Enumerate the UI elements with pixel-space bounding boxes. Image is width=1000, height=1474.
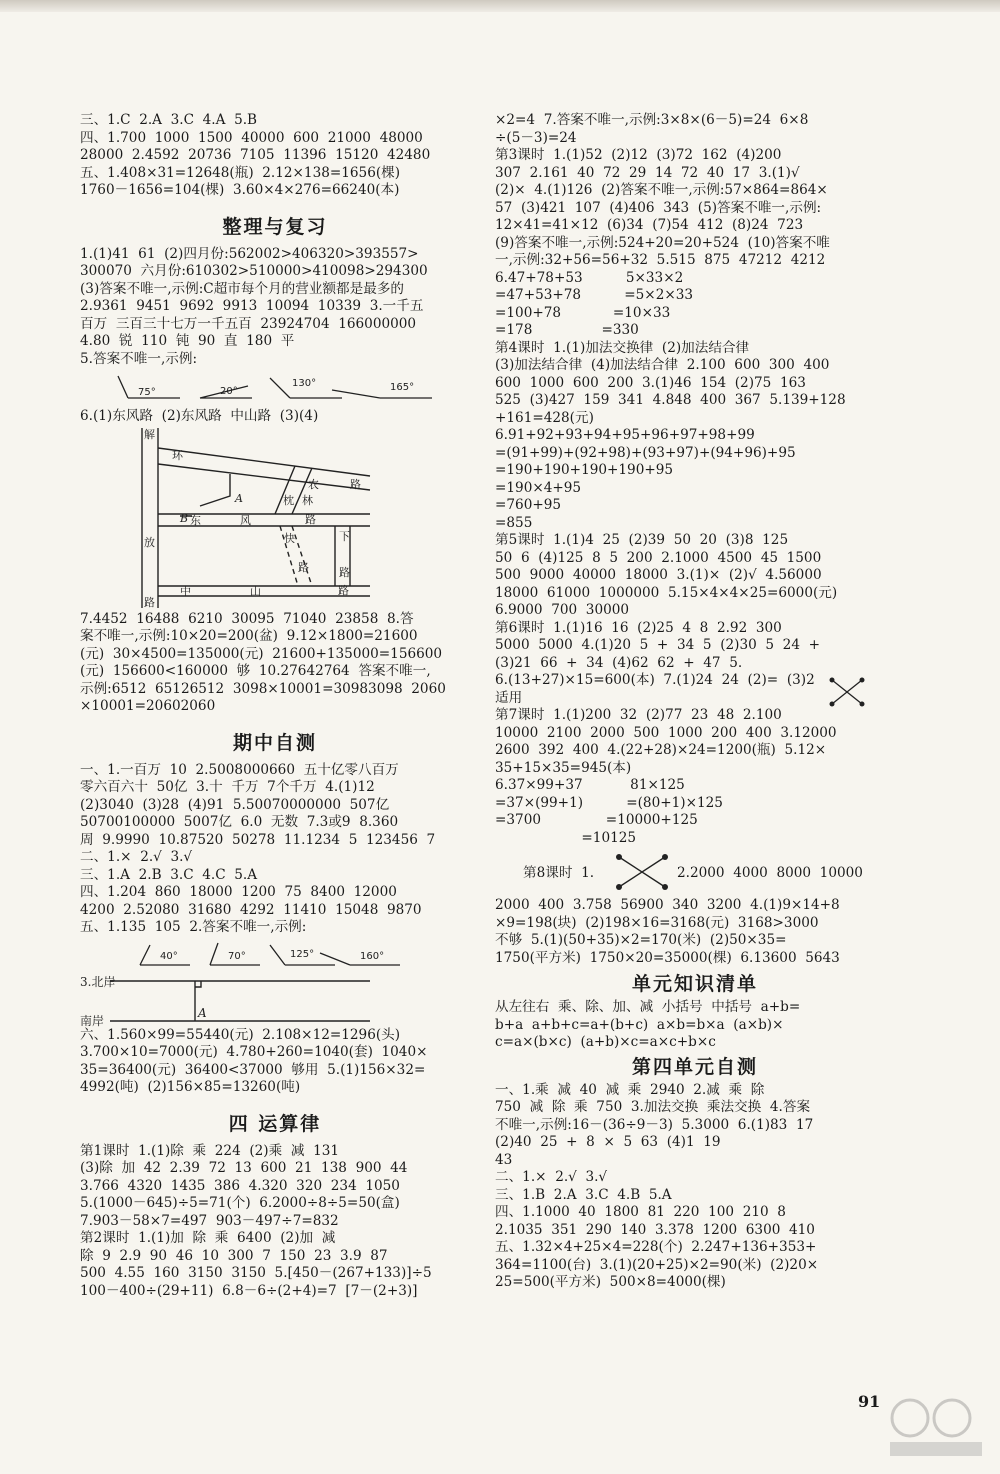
text-line: 2.9361 9451 9692 9913 10094 10339 3.一千五 bbox=[80, 298, 424, 314]
text-line: 57 (3)421 107 (4)406 343 (5)答案不唯一,示例: bbox=[495, 199, 822, 216]
map-label: 林 bbox=[302, 493, 313, 507]
text-line: 不唯一,示例:16－(36÷9－3) 5.3000 6.(1)83 17 bbox=[495, 1116, 814, 1133]
lesson8-answers: 2.2000 4000 8000 10000 bbox=[677, 865, 863, 881]
text-line: 一、1.乘 减 40 减 乘 2940 2.减 乘 除 bbox=[495, 1081, 765, 1098]
south-bank-label: 南岸 bbox=[80, 1013, 105, 1027]
text-line: 500 9000 40000 18000 3.(1)× (2)√ 4.56000 bbox=[495, 567, 822, 583]
text-line: 6.9000 700 30000 bbox=[495, 602, 630, 618]
text-line: 5000 5000 4.(1)20 5 + 34 5 (2)30 5 24 + bbox=[495, 637, 821, 653]
text-line: =855 bbox=[495, 514, 533, 531]
angle-label: 20° bbox=[220, 386, 238, 397]
map-label: 解 bbox=[144, 427, 155, 441]
text-line: (3)除 加 42 2.39 72 13 600 21 138 900 44 bbox=[80, 1160, 408, 1176]
text-line: 四、1.700 1000 1500 40000 600 21000 48000 bbox=[80, 129, 423, 146]
lesson8-label: 第8课时 1. bbox=[523, 865, 595, 881]
angle-label: 75° bbox=[138, 387, 156, 398]
answers-block-6 bbox=[80, 1143, 470, 1301]
text-line: 35=36400(元) 36400<37000 够用 5.(1)156×32= bbox=[80, 1061, 426, 1078]
text-line: 7.903－58×7=497 903－497÷7=832 bbox=[80, 1212, 339, 1229]
scan-top-edge bbox=[0, 0, 1000, 12]
text-line: 三、1.A 2.B 3.C 4.C 5.A bbox=[80, 866, 258, 883]
text-line: 五、1.135 105 2.答案不唯一,示例: bbox=[80, 919, 307, 935]
map-label: 放 bbox=[144, 535, 155, 549]
text-line: =47+53+78 =5×2×33 bbox=[495, 287, 694, 303]
text-line: 第4课时 1.(1)加法交换律 (2)加法结合律 bbox=[495, 339, 750, 356]
text-line: 7.4452 16488 6210 30095 71040 23858 8.答 bbox=[80, 610, 414, 627]
section-title-midterm: 期中自测 bbox=[232, 731, 317, 754]
text-line: 3.766 4320 1435 386 4.320 320 234 1050 bbox=[80, 1177, 400, 1194]
text-line: =190×4+95 bbox=[495, 479, 582, 496]
text-line: 300070 六月份:610302>510000>410098>294300 bbox=[80, 263, 428, 279]
text-line: 不够 5.(1)(50+35)×2=170(米) (2)50×35= bbox=[495, 932, 787, 948]
text-line: 18000 61000 1000000 5.15×4×4×25=6000(元) bbox=[495, 584, 838, 601]
map-label: 快 bbox=[284, 531, 295, 545]
text-line: 50 6 (4)125 8 5 200 2.1000 4500 45 1500 bbox=[495, 549, 822, 566]
answers-block-3 bbox=[80, 611, 470, 716]
map-label: 路 bbox=[144, 595, 155, 609]
text-line: 一,示例:32+56=56+32 5.515 875 47212 4212 bbox=[495, 252, 826, 268]
text-line: 1760－1656=104(棵) 3.60×4×276=66240(本) bbox=[80, 182, 400, 198]
text-line: 364=1100(台) 3.(1)(20+25)×2=90(米) (2)20× bbox=[495, 1256, 819, 1273]
text-line: 100－400÷(29+11) 6.8－6÷(2+4)=7 [7－(2+3)] bbox=[80, 1282, 418, 1299]
text-line: b+a a+b+c=a+(b+c) a×b=b×a (a×b)× bbox=[495, 1016, 784, 1033]
map-label: 中 bbox=[180, 584, 191, 598]
text-line: 1750(平方米) 1750×20=35000(棵) 6.13600 5643 bbox=[495, 949, 840, 966]
text-line: 2000 400 3.758 56900 340 3200 4.(1)9×14+8 bbox=[495, 897, 840, 913]
map-label: 东 bbox=[190, 513, 201, 527]
angle-label: 40° bbox=[160, 950, 178, 962]
text-line: 第5课时 1.(1)4 25 (2)39 50 20 (3)8 125 bbox=[495, 532, 789, 548]
text-line: 6.37×99+37 81×125 bbox=[495, 777, 685, 793]
text-line: 案不唯一,示例:10×20=200(盆) 9.12×1800=21600 bbox=[80, 628, 418, 644]
text-line: 6.(13+27)×15=600(本) 7.(1)24 24 (2)= (3)2 bbox=[495, 672, 815, 688]
answers-block-1 bbox=[80, 112, 470, 200]
section-title-review: 整理与复习 bbox=[222, 215, 328, 238]
text-line: 示例:6512 65126512 3098×10001=30983098 2060 bbox=[80, 680, 446, 697]
left-column bbox=[80, 112, 470, 1300]
text-line: 适用 bbox=[495, 689, 523, 706]
text-line: 1.(1)41 61 (2)四月份:562002>406320>393557> bbox=[80, 245, 419, 262]
text-line: 10000 2100 2000 500 1000 200 400 3.12000 bbox=[495, 724, 837, 741]
section-title-unit4-test: 第四单元自测 bbox=[631, 1055, 758, 1078]
text-line: (3)21 66 + 34 (4)62 62 + 47 5. bbox=[495, 654, 743, 671]
map-label: 环 bbox=[172, 448, 183, 462]
text-line: 3.700×10=7000(元) 4.780+260=1040(套) 1040× bbox=[80, 1044, 428, 1060]
answers-block-r3 bbox=[495, 999, 895, 1052]
text-line: 二、1.× 2.√ 3.√ bbox=[80, 849, 193, 865]
answers-block-4 bbox=[80, 762, 470, 937]
text-line: 五、1.32×4+25×4=228(个) 2.247+136+353+ bbox=[495, 1239, 817, 1255]
map-label: 路 bbox=[305, 512, 316, 526]
text-line: 四、1.204 860 18000 1200 75 8400 12000 bbox=[80, 884, 397, 900]
text-line: 二、1.× 2.√ 3.√ bbox=[495, 1169, 608, 1185]
text-line: =178 =330 bbox=[495, 322, 639, 338]
text-line: (9)答案不唯一,示例:524+20=20+524 (10)答案不唯 bbox=[495, 234, 830, 251]
text-line: =760+95 bbox=[495, 497, 562, 513]
matching-cross-figure bbox=[613, 849, 673, 895]
angle-label: 130° bbox=[292, 378, 317, 389]
text-line: (2)3040 (3)28 (4)91 5.50070000000 507亿 bbox=[80, 796, 390, 813]
text-line: 6.(1)东风路 (2)东风路 中山路 (3)(4) bbox=[80, 408, 319, 424]
text-line: 2600 392 400 4.(22+28)×24=1200(瓶) 5.12× bbox=[495, 742, 827, 758]
north-bank-label: 3.北岸 bbox=[80, 974, 116, 989]
text-line: 6.91+92+93+94+95+96+97+98+99 bbox=[495, 427, 755, 443]
text-line: =3700 =10000+125 bbox=[495, 812, 698, 828]
section-title-knowledge-list: 单元知识清单 bbox=[631, 973, 758, 995]
section-title-operation-laws: 四 运算律 bbox=[228, 1112, 322, 1135]
answers-block-r1 bbox=[495, 112, 895, 847]
text-line: ×2=4 7.答案不唯一,示例:3×8×(6－5)=24 6×8 bbox=[495, 112, 809, 128]
angle-label: 70° bbox=[228, 950, 246, 962]
point-a-label: A bbox=[198, 1005, 207, 1020]
text-line: 五、1.408×31=12648(瓶) 2.12×138=1656(棵) bbox=[80, 164, 401, 181]
point-b-label: B bbox=[180, 511, 189, 525]
text-line: 周 9.9990 10.87520 50278 11.1234 5 123456 7 bbox=[80, 831, 436, 848]
text-line: +161=428(元) bbox=[495, 409, 594, 426]
page-number: 91 bbox=[858, 1392, 881, 1411]
point-a-label: A bbox=[235, 491, 243, 505]
text-line: 第2课时 1.(1)加 除 乘 6400 (2)加 减 bbox=[80, 1230, 336, 1246]
answers-block-r4 bbox=[495, 1082, 895, 1292]
text-line: =100+78 =10×33 bbox=[495, 304, 671, 321]
text-line: 4992(吨) (2)156×85=13260(吨) bbox=[80, 1079, 301, 1095]
map-label: 路 bbox=[338, 583, 349, 597]
text-line: 5.(1000－645)÷5=71(个) 6.2000÷8÷5=50(盒) bbox=[80, 1195, 400, 1211]
text-line: 百万 三百三十七万一千五百 23924704 166000000 bbox=[80, 315, 417, 332]
text-line: 525 (3)427 159 341 4.848 400 367 5.139+128 bbox=[495, 392, 846, 408]
map-label: 农 bbox=[308, 477, 319, 491]
answers-block-2 bbox=[80, 246, 470, 369]
lesson8-row bbox=[495, 847, 895, 897]
angle-label: 125° bbox=[290, 948, 315, 960]
text-line: 4.80 锐 110 钝 90 直 180 平 bbox=[80, 333, 295, 349]
text-line: (2)× 4.(1)126 (2)答案不唯一,示例:57×864=864× bbox=[495, 182, 828, 198]
text-line: ÷(5－3)=24 bbox=[495, 129, 577, 146]
text-line: 50700100000 5007亿 6.0 无数 7.3或9 8.360 bbox=[80, 814, 399, 830]
text-line: 第1课时 1.(1)除 乘 224 (2)乘 减 131 bbox=[80, 1142, 340, 1159]
map-label: 山 bbox=[250, 584, 261, 598]
text-line: 307 2.161 40 72 29 14 72 40 17 3.(1)√ bbox=[495, 164, 800, 181]
road-huan bbox=[158, 448, 370, 490]
text-line: (元) 156600<160000 够 10.27642764 答案不唯一, bbox=[80, 663, 431, 679]
angle-label: 165° bbox=[390, 382, 415, 393]
map-label: 路 bbox=[339, 565, 350, 579]
map-label: 下 bbox=[339, 529, 350, 543]
text-line: 600 1000 600 200 3.(1)46 154 (2)75 163 bbox=[495, 374, 806, 391]
text-line: =190+190+190+190+95 bbox=[495, 462, 674, 478]
watermark-logo bbox=[880, 1390, 990, 1460]
text-line: 2.1035 351 290 140 3.378 1200 6300 410 bbox=[495, 1221, 815, 1238]
map-label: 风 bbox=[240, 513, 251, 527]
text-line: 6.47+78+53 5×33×2 bbox=[495, 269, 684, 286]
text-line: 5.答案不唯一,示例: bbox=[80, 350, 198, 367]
text-line: 第6课时 1.(1)16 16 (2)25 4 8 2.92 300 bbox=[495, 619, 782, 636]
right-angle-mark bbox=[195, 981, 201, 987]
text-line: 500 4.55 160 3150 3150 5.[450－(267+133)]÷5 bbox=[80, 1265, 432, 1281]
text-line: 六、1.560×99=55440(元) 2.108×12=1296(头) bbox=[80, 1026, 401, 1043]
path-lines bbox=[180, 474, 230, 516]
text-line: c=a×(b×c) (a+b)×c=a×c+b×c bbox=[495, 1034, 716, 1050]
text-line: 43 bbox=[495, 1151, 513, 1168]
text-line: 第7课时 1.(1)200 32 (2)77 23 48 2.100 bbox=[495, 707, 782, 723]
text-line: 一、1.一百万 10 2.5008000660 五十亿零八百万 bbox=[80, 761, 399, 778]
text-line: 第3课时 1.(1)52 (2)12 (3)72 162 (4)200 bbox=[495, 147, 782, 163]
text-line: 三、1.B 2.A 3.C 4.B 5.A bbox=[495, 1186, 672, 1203]
text-line: 28000 2.4592 20736 7105 11396 15120 42480 bbox=[80, 147, 431, 163]
map-label: 枕 bbox=[283, 493, 294, 507]
river-figure bbox=[80, 975, 470, 1027]
road-map-figure bbox=[80, 426, 470, 611]
text-line: (2)40 25 + 8 × 5 63 (4)1 19 bbox=[495, 1134, 721, 1150]
text-line: 零六百六十 50亿 3.十 千万 7个千万 4.(1)12 bbox=[80, 779, 375, 795]
lesson6-cross-figure bbox=[828, 676, 868, 708]
text-line: =(91+99)+(92+98)+(93+97)+(94+96)+95 bbox=[495, 444, 796, 461]
map-label: 路 bbox=[350, 477, 361, 491]
answers-block-5 bbox=[80, 1027, 470, 1097]
angle-figures-1 bbox=[80, 368, 470, 408]
text-line: 除 9 2.9 90 46 10 300 7 150 23 3.9 87 bbox=[80, 1247, 388, 1264]
text-line: (元) 30×4500=135000(元) 21600+135000=156600 bbox=[80, 645, 443, 662]
text-line: 从左往右 乘、除、加、减 小括号 中括号 a+b= bbox=[495, 999, 801, 1015]
map-label: 路 bbox=[298, 560, 309, 574]
road-jiefang bbox=[142, 428, 158, 608]
text-line: ×10001=20602060 bbox=[80, 698, 216, 714]
angle-165 bbox=[332, 390, 432, 398]
text-line: (3)加法结合律 (4)加法结合律 2.100 600 300 400 bbox=[495, 357, 830, 373]
text-line: =37×(99+1) =(80+1)×125 bbox=[495, 794, 723, 811]
text-line: 35+15×35=945(本) bbox=[495, 759, 632, 776]
text-line: =10125 bbox=[495, 829, 637, 846]
angle-label: 160° bbox=[360, 950, 385, 962]
text-line: (3)答案不唯一,示例:C超市每个月的营业额都是最多的 bbox=[80, 280, 405, 297]
angle-figures-2 bbox=[80, 937, 470, 975]
answers-block-r2 bbox=[495, 897, 895, 967]
text-line: 12×41=41×12 (6)34 (7)54 412 (8)24 723 bbox=[495, 217, 804, 233]
text-line: 三、1.C 2.A 3.C 4.A 5.B bbox=[80, 112, 258, 128]
text-line: ×9=198(块) (2)198×16=3168(元) 3168>3000 bbox=[495, 914, 819, 931]
text-line: 四、1.1000 40 1800 81 220 100 210 8 bbox=[495, 1204, 786, 1220]
text-line: 750 减 除 乘 750 3.加法交换 乘法交换 4.答案 bbox=[495, 1099, 811, 1115]
text-line: 25=500(平方米) 500×8=4000(棵) bbox=[495, 1274, 726, 1290]
text-line: 4200 2.52080 31680 4292 11410 15048 9870 bbox=[80, 901, 422, 918]
